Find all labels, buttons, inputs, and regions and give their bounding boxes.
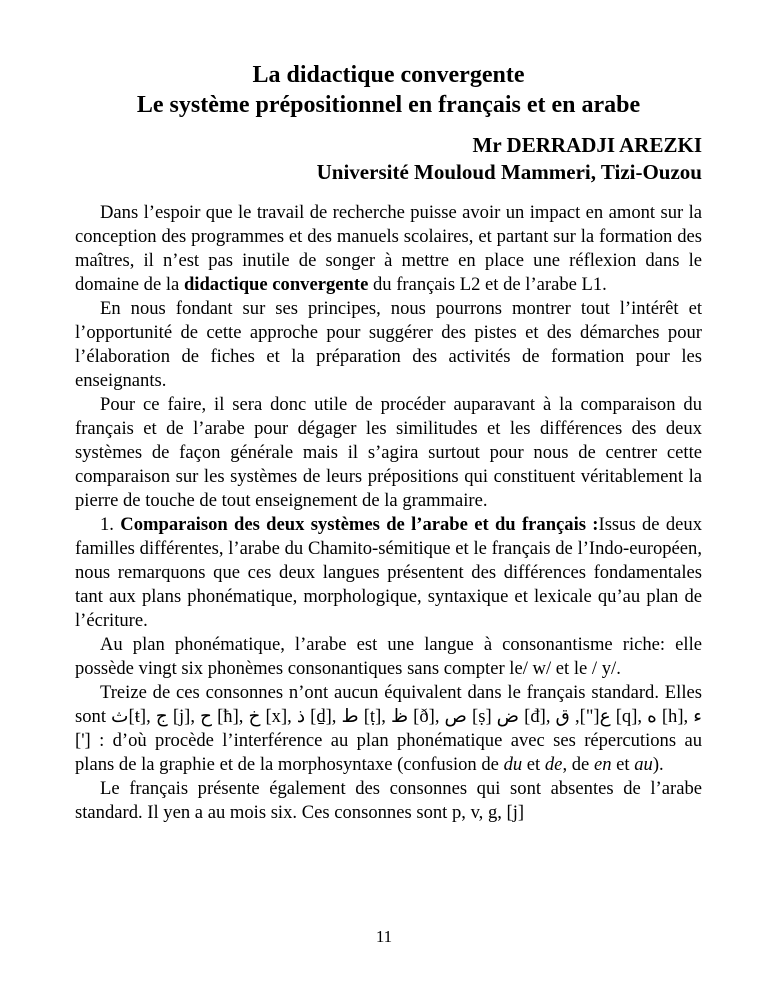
author-name: Mr DERRADJI AREZKI bbox=[472, 133, 702, 157]
paragraph-7: Le français présente également des consonnes qui sont absentes de l’arabe standard. Il yen a au mois six. Ces consonnes sont p, v, g, [j] bbox=[75, 778, 702, 823]
paragraph-1-text-b: du français L2 et de l’arabe L1. bbox=[368, 274, 607, 295]
title-line-2: Le système prépositionnel en français et en arabe bbox=[136, 92, 641, 118]
italic-au: au bbox=[634, 754, 653, 775]
paragraph-6-text-e: ). bbox=[652, 754, 664, 775]
paragraph-4-text: Issus de deux familles différentes, l’arabe du Chamito-sémitique et le français de l’Indo-européen, nous remarquons que ces deux langues présentent des différences fondamentales tant aux plans phonématique, morphologique, syntaxique et lexicale qu’au plan de l’écriture. bbox=[75, 514, 703, 631]
paragraph-1 bbox=[75, 201, 702, 297]
author-affiliation: Université Mouloud Mammeri, Tizi-Ouzou bbox=[316, 160, 702, 184]
section-number: 1. bbox=[100, 514, 121, 535]
paragraph-6-text-d: et bbox=[611, 754, 635, 775]
section-heading: Comparaison des deux systèmes de l’arabe et du français : bbox=[120, 514, 599, 535]
paragraph-2: En nous fondant sur ses principes, nous pourrons montrer tout l’intérêt et l’opportunité de cette approche pour suggérer des pistes et des démarches pour l’élaboration de fiches et la préparation des activités de formation pour les enseignants. bbox=[75, 298, 702, 391]
body-text bbox=[75, 201, 702, 825]
paragraph-6 bbox=[75, 681, 702, 777]
paragraph-1-bold-term: didactique convergente bbox=[183, 274, 369, 295]
italic-de: de bbox=[544, 754, 563, 775]
paragraph-5: Au plan phonématique, l’arabe est une langue à consonantisme riche: elle possède vingt six phonèmes consonantiques sans compter le/ w/ et le / y/. bbox=[75, 634, 702, 679]
paragraph-4 bbox=[75, 513, 702, 633]
italic-en: en bbox=[593, 754, 612, 775]
paragraph-6-text-a: Treize de ces consonnes n’ont aucun équivalent dans le français standard. Elles sont ث[ŧ], ج [j], ح [ħ], خ [x], ذ [ḏ], ط [ṭ], ظ [ð], ص [ṣ] ض [đ], ع["], ق [q], ه [h], ء ['] : d’où procède l’interférence au plan phonématique avec ses répercutions au plans de la graphie et de la morphosyntaxe (confusion de bbox=[75, 682, 702, 775]
page-number: 11 bbox=[375, 927, 393, 946]
title-line-1: La didactique convergente bbox=[252, 62, 525, 88]
italic-du: du bbox=[503, 754, 523, 775]
paragraph-1-text-a: Dans l’espoir que le travail de recherche puisse avoir un impact en amont sur la conception des programmes et des manuels scolaires, et partant sur la formation des maîtres, il n’est pas inutile de songer à mettre en place une réflexion dans le domaine de la bbox=[75, 202, 702, 295]
paragraph-6-text-b: et bbox=[522, 754, 545, 775]
paragraph-3: Pour ce faire, il sera donc utile de procéder auparavant à la comparaison du français et de l’arabe pour dégager les similitudes et les différences des deux systèmes de façon générale mais il s’agira surtout pour nous de centrer cette comparaison sur les systèmes de leurs prépositions qui constituent véritablement la pierre de touche de tout enseignement de la grammaire. bbox=[75, 394, 702, 511]
paragraph-6-text-c: , de bbox=[562, 754, 594, 775]
